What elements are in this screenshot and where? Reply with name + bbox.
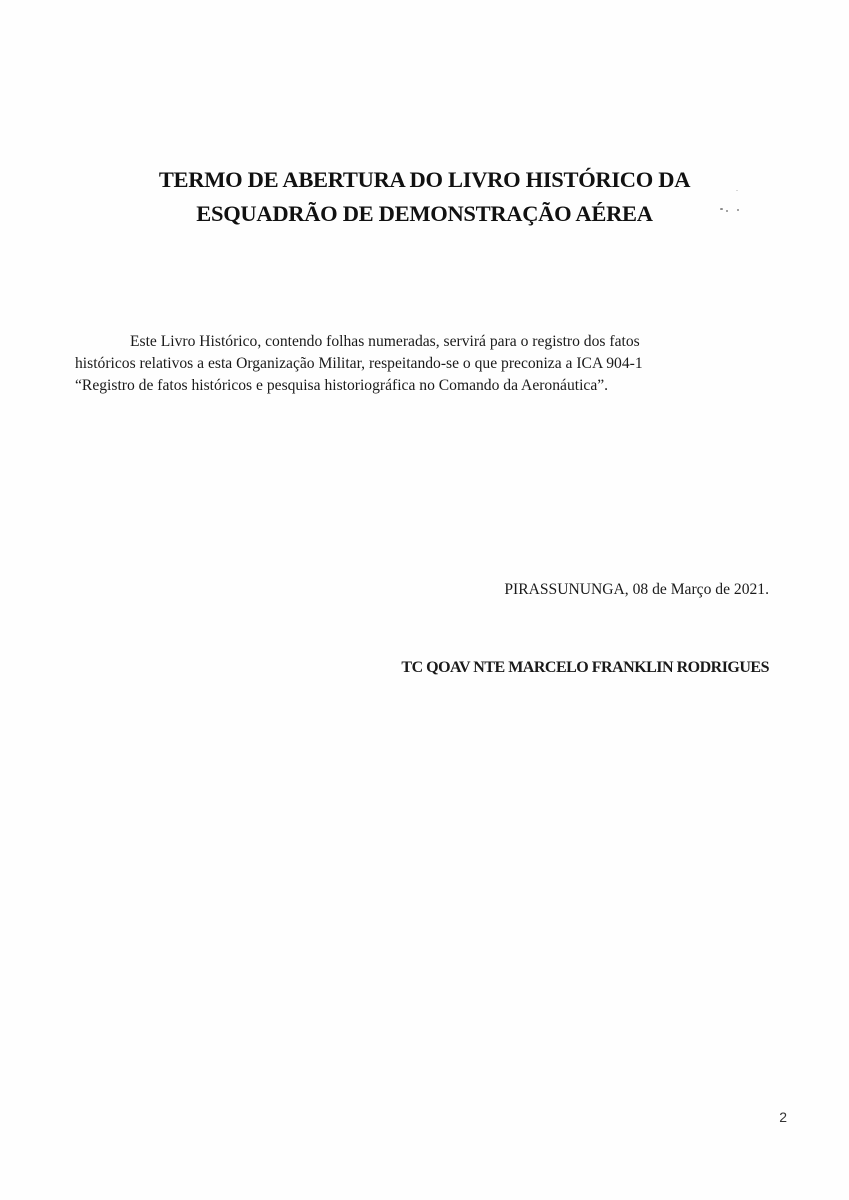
scan-speck [726, 210, 728, 212]
body-line: “Registro de fatos históricos e pesquisa historiográfica no Comando da Aeronáutica”. [75, 377, 609, 394]
place-and-date: PIRASSUNUNGA, 08 de Março de 2021. [504, 581, 769, 598]
body-line: Este Livro Histórico, contendo folhas numeradas, servirá para o registro dos fatos [130, 333, 640, 350]
body-line: históricos relativos a esta Organização Militar, respeitando-se o que preconiza a ICA 904-1 [75, 355, 643, 372]
page-number: 2 [779, 1109, 787, 1125]
scan-speck [737, 209, 739, 211]
scan-speck [720, 208, 723, 210]
title-line-1: TERMO DE ABERTURA DO LIVRO HISTÓRICO DA [158, 167, 691, 192]
document-title [0, 163, 849, 231]
title-line-2: ESQUADRÃO DE DEMONSTRAÇÃO AÉREA [196, 201, 653, 226]
scan-speck [736, 190, 738, 191]
signatory-name: TC QOAV NTE MARCELO FRANKLIN RODRIGUES [401, 659, 769, 676]
body-paragraph [75, 331, 695, 397]
